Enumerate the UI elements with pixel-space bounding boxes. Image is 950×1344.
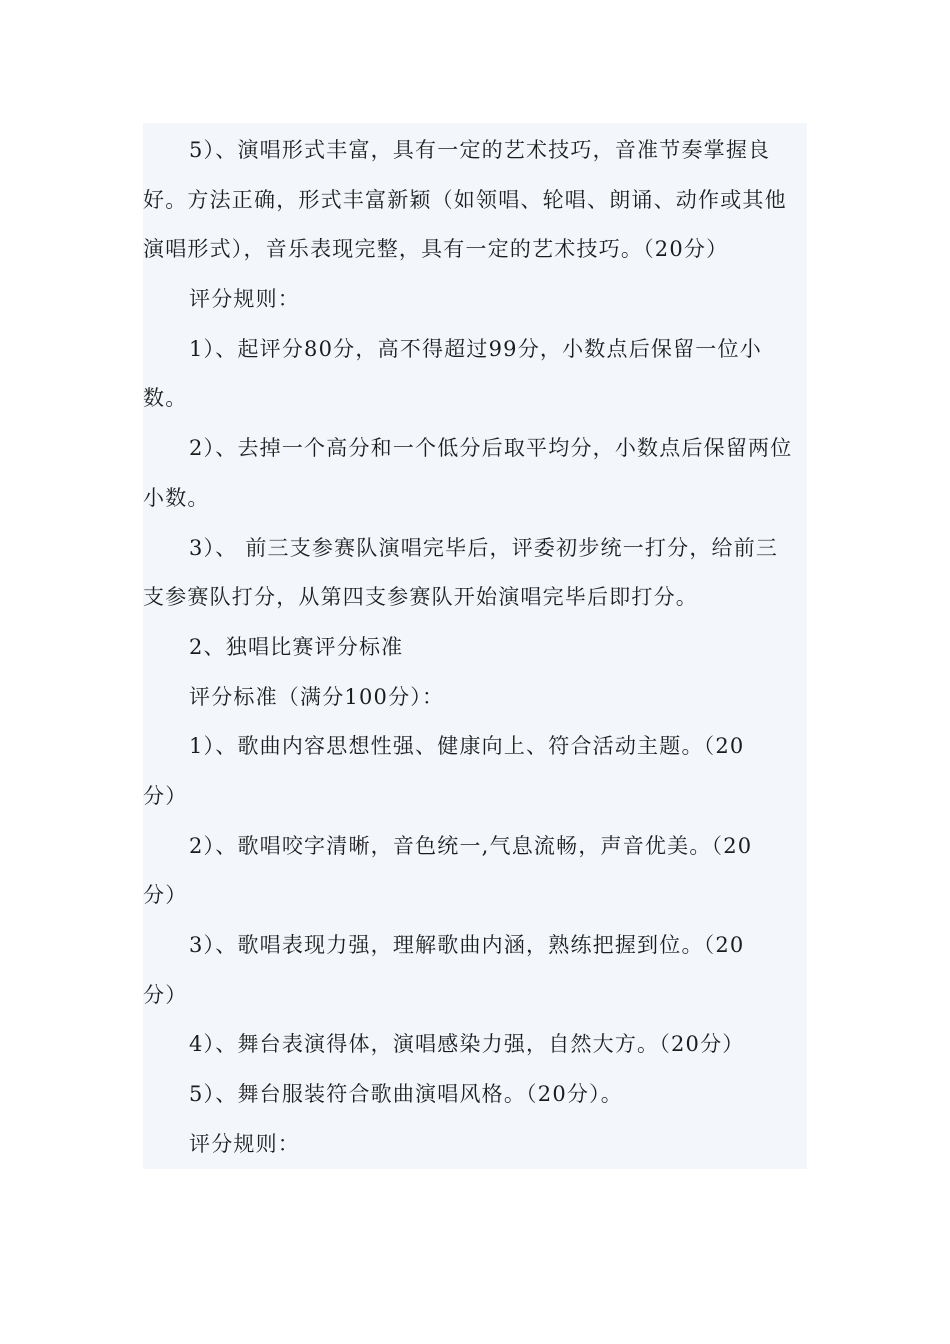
section-heading: 2、独唱比赛评分标准 [189, 634, 404, 659]
text-line: 4）、舞台表演得体，演唱感染力强，自然大方。（20分） [189, 1032, 745, 1057]
text-line: 好。方法正确，形式丰富新颖（如领唱、轮唱、朗诵、动作或其他 [143, 187, 787, 212]
section-heading: 评分规则： [189, 287, 300, 312]
text-line: 数。 [143, 386, 188, 411]
text-line: 分） [143, 982, 188, 1007]
text-line: 2）、去掉一个高分和一个低分后取平均分，小数点后保留两位 [189, 436, 793, 461]
text-line: 3）、 前三支参赛队演唱完毕后，评委初步统一打分，给前三 [189, 535, 779, 560]
text-line: 1）、歌曲内容思想性强、健康向上、符合活动主题。（20 [189, 734, 745, 759]
text-line: 分） [143, 783, 188, 808]
subsection-heading: 评分标准（满分100分）： [189, 684, 445, 709]
text-line: 5）、舞台服装符合歌曲演唱风格。（20分）。 [189, 1082, 623, 1107]
document-body [143, 126, 807, 1169]
text-line: 演唱形式），音乐表现完整，具有一定的艺术技巧。（20分） [143, 237, 729, 262]
text-line: 5）、演唱形式丰富，具有一定的艺术技巧，音准节奏掌握良 [189, 138, 771, 162]
text-line: 2）、歌唱咬字清晰，音色统一,气息流畅，声音优美。（20 [189, 833, 753, 858]
text-line: 分） [143, 883, 188, 908]
text-line: 支参赛队打分，从第四支参赛队开始演唱完毕后即打分。 [143, 585, 698, 610]
text-line: 小数。 [143, 485, 210, 510]
section-heading: 评分规则： [189, 1131, 300, 1156]
text-line: 3）、歌唱表现力强，理解歌曲内涵，熟练把握到位。（20 [189, 933, 745, 957]
text-line: 1）、起评分80分，高不得超过99分，小数点后保留一位小 [189, 336, 762, 361]
